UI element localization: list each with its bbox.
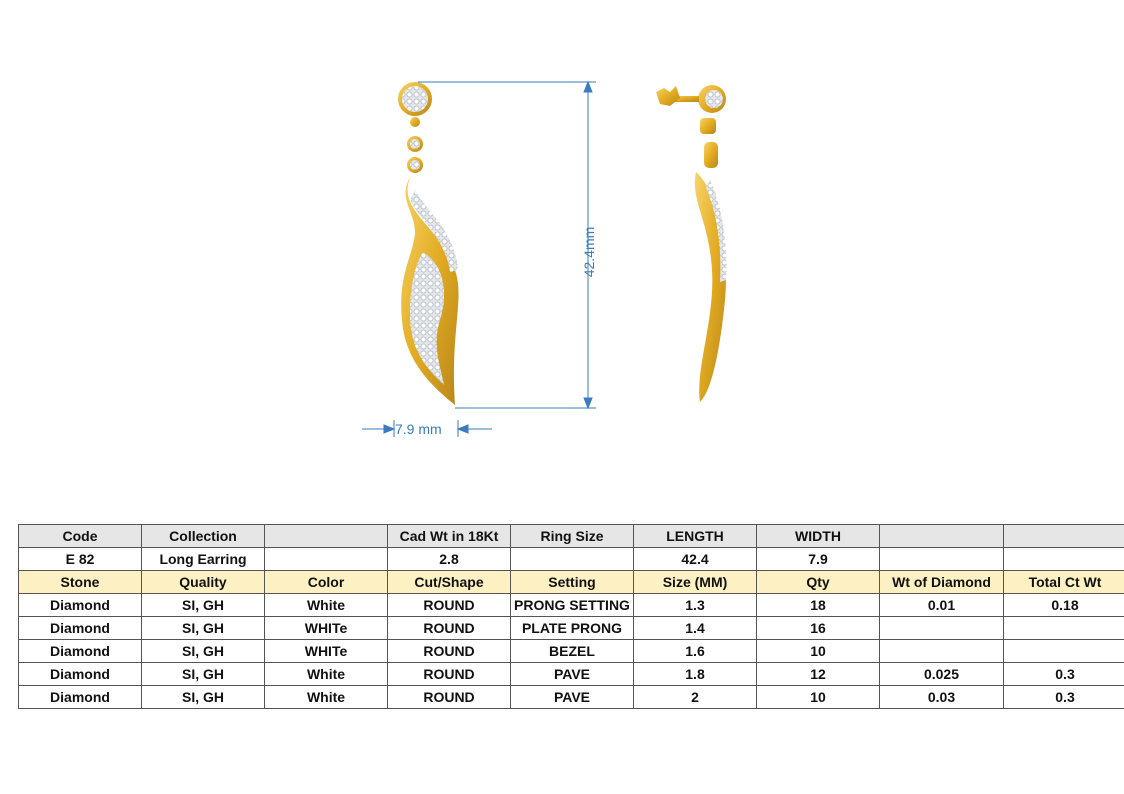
table-cell: 10 bbox=[757, 640, 880, 663]
table-cell: 12 bbox=[757, 663, 880, 686]
table-cell: 0.025 bbox=[880, 663, 1004, 686]
table-cell: E 82 bbox=[19, 548, 142, 571]
table-cell bbox=[1004, 525, 1124, 548]
table-cell: ROUND bbox=[388, 686, 511, 709]
table-cell bbox=[265, 548, 388, 571]
table-cell: ROUND bbox=[388, 663, 511, 686]
table-cell: Color bbox=[265, 571, 388, 594]
table-cell: Quality bbox=[142, 571, 265, 594]
table-cell: 10 bbox=[757, 686, 880, 709]
table-cell: 1.8 bbox=[634, 663, 757, 686]
table-cell: 1.4 bbox=[634, 617, 757, 640]
table-cell: Stone bbox=[19, 571, 142, 594]
table-cell bbox=[265, 525, 388, 548]
table-cell: Diamond bbox=[19, 663, 142, 686]
earring-front-view bbox=[398, 82, 459, 405]
table-cell: White bbox=[265, 686, 388, 709]
spec-table bbox=[18, 524, 1124, 709]
length-label: 42.4mm bbox=[581, 226, 597, 278]
table-cell: SI, GH bbox=[142, 594, 265, 617]
table-cell: Ring Size bbox=[511, 525, 634, 548]
table-cell: Diamond bbox=[19, 594, 142, 617]
stone-row bbox=[19, 617, 1124, 640]
summary-row bbox=[19, 548, 1124, 571]
table-cell: Setting bbox=[511, 571, 634, 594]
summary-header-row bbox=[19, 525, 1124, 548]
table-cell: Wt of Diamond bbox=[880, 571, 1004, 594]
table-cell: Cad Wt in 18Kt bbox=[388, 525, 511, 548]
table-cell bbox=[511, 548, 634, 571]
table-cell: WIDTH bbox=[757, 525, 880, 548]
table-cell bbox=[880, 525, 1004, 548]
table-cell: Code bbox=[19, 525, 142, 548]
table-cell: 0.18 bbox=[1004, 594, 1124, 617]
stone-row bbox=[19, 594, 1124, 617]
table-cell: Qty bbox=[757, 571, 880, 594]
table-cell: 2 bbox=[634, 686, 757, 709]
table-cell: SI, GH bbox=[142, 663, 265, 686]
table-cell: Total Ct Wt bbox=[1004, 571, 1124, 594]
table-cell: PAVE bbox=[511, 663, 634, 686]
table-cell: LENGTH bbox=[634, 525, 757, 548]
table-cell bbox=[1004, 617, 1124, 640]
table-cell: 0.3 bbox=[1004, 663, 1124, 686]
table-cell: 0.03 bbox=[880, 686, 1004, 709]
table-cell: ROUND bbox=[388, 617, 511, 640]
width-label: 7.9 mm bbox=[395, 421, 442, 437]
stone-row bbox=[19, 686, 1124, 709]
table-cell: 1.3 bbox=[634, 594, 757, 617]
table-cell: 7.9 bbox=[757, 548, 880, 571]
table-cell: Diamond bbox=[19, 640, 142, 663]
table-cell: 18 bbox=[757, 594, 880, 617]
table-cell: PRONG SETTING bbox=[511, 594, 634, 617]
table-cell: Diamond bbox=[19, 617, 142, 640]
table-cell: 16 bbox=[757, 617, 880, 640]
table-cell: SI, GH bbox=[142, 686, 265, 709]
table-cell bbox=[880, 617, 1004, 640]
table-cell: PAVE bbox=[511, 686, 634, 709]
table-cell: 42.4 bbox=[634, 548, 757, 571]
table-cell: SI, GH bbox=[142, 617, 265, 640]
earring-side-view bbox=[656, 85, 726, 402]
table-cell: Size (MM) bbox=[634, 571, 757, 594]
stone-header-row bbox=[19, 571, 1124, 594]
table-cell: BEZEL bbox=[511, 640, 634, 663]
stone-row bbox=[19, 640, 1124, 663]
stone-row bbox=[19, 663, 1124, 686]
table-cell: White bbox=[265, 594, 388, 617]
table-cell: WHITe bbox=[265, 617, 388, 640]
table-cell: Collection bbox=[142, 525, 265, 548]
table-cell: 0.3 bbox=[1004, 686, 1124, 709]
table-cell: 1.6 bbox=[634, 640, 757, 663]
table-cell bbox=[880, 640, 1004, 663]
table-cell: 2.8 bbox=[388, 548, 511, 571]
table-cell: ROUND bbox=[388, 594, 511, 617]
table-cell: SI, GH bbox=[142, 640, 265, 663]
table-cell: 0.01 bbox=[880, 594, 1004, 617]
table-cell: Diamond bbox=[19, 686, 142, 709]
table-cell: White bbox=[265, 663, 388, 686]
table-cell: Cut/Shape bbox=[388, 571, 511, 594]
table-cell: WHITe bbox=[265, 640, 388, 663]
table-cell: PLATE PRONG bbox=[511, 617, 634, 640]
table-cell bbox=[880, 548, 1004, 571]
table-cell: Long Earring bbox=[142, 548, 265, 571]
table-cell: ROUND bbox=[388, 640, 511, 663]
table-cell bbox=[1004, 640, 1124, 663]
table-cell bbox=[1004, 548, 1124, 571]
